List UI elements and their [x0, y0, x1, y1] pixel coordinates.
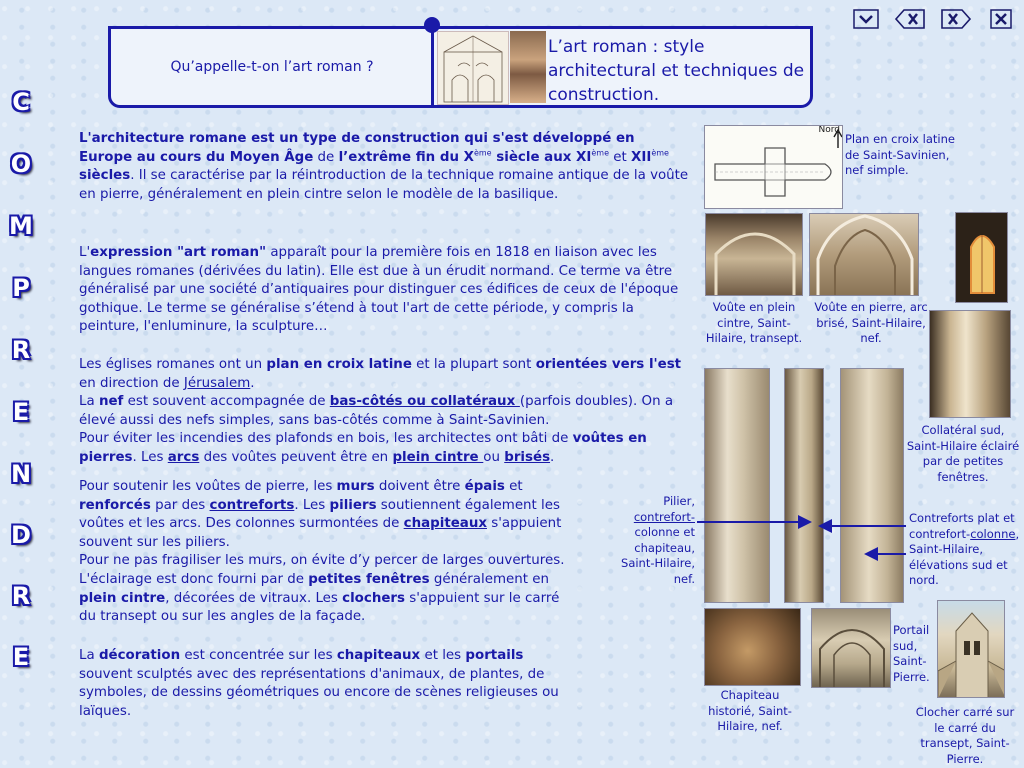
side-letter: E: [12, 398, 30, 426]
arch-photo-image: [510, 31, 546, 103]
paragraph-definition: L'architecture romane est un type de construction qui s'est développé en Europe au cours du Moyen Âge de l’extrême fin du Xème siècle aux XIème et XIIème siècles. Il se caractérise par la réintroduction de la technique romaine antique de la voûte en pierre, généralement en plein cintre selon le modèle de la basilique.: [79, 131, 689, 202]
buttress-image: [840, 368, 904, 603]
aisle-caption: Collatéral sud, Saint-Hilaire éclairé par de petites fenêtres.: [906, 423, 1020, 484]
link-arcs[interactable]: arcs: [167, 449, 200, 465]
header-question: Qu’appelle-t-on l’art roman ?: [170, 59, 374, 75]
capital-image: [704, 608, 801, 686]
paragraph-plan: Les églises romanes ont un plan en croix latine et la plupart sont orientées vers l'est en direction de Jérusalem. La nef est souvent accompagnée de bas-côtés ou collatéraux (parfois doubles). On a élevé aussi des nefs simples, sans bas-côtés comme à Saint-Savinien. Pour éviter les incendies des plafonds en bois, les architectes ont bâti de voûtes en pierres. Les arcs des voûtes peuvent être en plein cintre ou brisés.: [79, 357, 682, 465]
link-chapiteaux[interactable]: chapiteaux: [403, 516, 488, 532]
side-letter: R: [11, 336, 31, 364]
link-colonne[interactable]: colonne: [970, 526, 1016, 541]
link-jerusalem[interactable]: Jérusalem: [183, 375, 251, 391]
paragraph-decoration: La décoration est concentrée sur les chapiteaux et les portails souvent sculptés avec des représentations d'animaux, de plantes, de symboles, de dessins géométriques ou encore de scènes religieuses ou laïques.: [79, 648, 559, 719]
north-label: Nord: [818, 125, 840, 135]
header-divider: [431, 26, 434, 108]
pillar-caption: Pilier, contrefort- colonne et chapiteau, Saint-Hilaire, nef.: [621, 494, 695, 586]
nav-forward-icon[interactable]: [941, 8, 971, 30]
side-letter: E: [12, 643, 30, 671]
vault-round-caption: Voûte en plein cintre, Saint-Hilaire, transept.: [705, 300, 803, 345]
header-title: L’art roman : style architectural et techniques de construction.: [548, 37, 805, 105]
side-letter: R: [11, 582, 31, 610]
link-contrefort-colonne[interactable]: contrefort-: [633, 509, 695, 524]
buttress-arrow-bottom-head-icon: [864, 547, 878, 561]
buttress-arrow-top: [826, 525, 906, 527]
nav-down-icon[interactable]: [853, 8, 879, 30]
side-letter: P: [12, 274, 30, 302]
link-contreforts[interactable]: contreforts: [209, 497, 295, 513]
side-letter: C: [12, 88, 30, 116]
side-letter: O: [10, 150, 32, 178]
pillar-image: [704, 368, 770, 603]
link-plein-cintre[interactable]: plein cintre: [392, 449, 484, 465]
paragraph-expression: L'expression "art roman" apparaît pour la première fois en 1818 en liaison avec les langues romanes (dérivées du latin). Elle est due à un érudit normand. Ce terme va être généralisé par une société d’antiquaires pour distinguer ces édifices de ceux de l'époque gothique. Le terme se généralise s’étend à tout l'art de cette période, y compris la peinture, l'enluminure, la sculpture…: [79, 245, 679, 335]
facade-drawing-image: [437, 31, 509, 105]
side-letter: M: [9, 212, 33, 240]
header-banner: [108, 26, 813, 108]
pillar-arrow-head-icon: [798, 515, 812, 529]
paragraph-structure: Pour soutenir les voûtes de pierre, les murs doivent être épais et renforcés par des contreforts. Les piliers soutiennent également les voûtes et les arcs. Des colonnes surmontées de chapiteaux s'appuient souvent sur les piliers. Pour ne pas fragiliser les murs, on évite d’y percer de larges ouvertures. L'éclairage est donc fourni par de petites fenêtres généralement en plein cintre, décorées de vitraux. Les clochers s'appuient sur le carré du transept ou sur les angles de la façade.: [79, 479, 565, 625]
link-brises[interactable]: brisés: [504, 449, 551, 465]
portal-caption: Portail sud, Saint-Pierre.: [893, 623, 930, 684]
pillar-arrow: [697, 521, 802, 523]
nav-close-icon[interactable]: [990, 8, 1012, 30]
buttress-arrow-top-head-icon: [818, 519, 832, 533]
buttress-caption: Contreforts plat et contrefort-colonne, Saint-Hilaire, élévations sud et nord.: [909, 511, 1020, 587]
vault-pointed-image: [809, 213, 919, 296]
tower-image: [937, 600, 1005, 698]
vault-round-image: [705, 213, 803, 296]
plan-caption: Plan en croix latine de Saint-Savinien, nef simple.: [845, 132, 955, 177]
column-image: [784, 368, 824, 603]
portal-image: [811, 608, 891, 688]
link-bas-cotes[interactable]: bas-côtés ou collatéraux: [329, 394, 520, 410]
side-letter: N: [10, 460, 32, 488]
nav-back-icon[interactable]: [895, 8, 925, 30]
tower-caption: Clocher carré sur le carré du transept, Saint-Pierre.: [915, 705, 1015, 766]
aisle-image: [929, 310, 1011, 418]
window-image: [955, 212, 1008, 303]
vault-pointed-caption: Voûte en pierre, arc brisé, Saint-Hilaire, nef.: [814, 300, 928, 345]
side-letter: D: [11, 521, 31, 549]
plan-image: [704, 125, 843, 209]
capital-caption: Chapiteau historié, Saint-Hilaire, nef.: [708, 688, 792, 733]
